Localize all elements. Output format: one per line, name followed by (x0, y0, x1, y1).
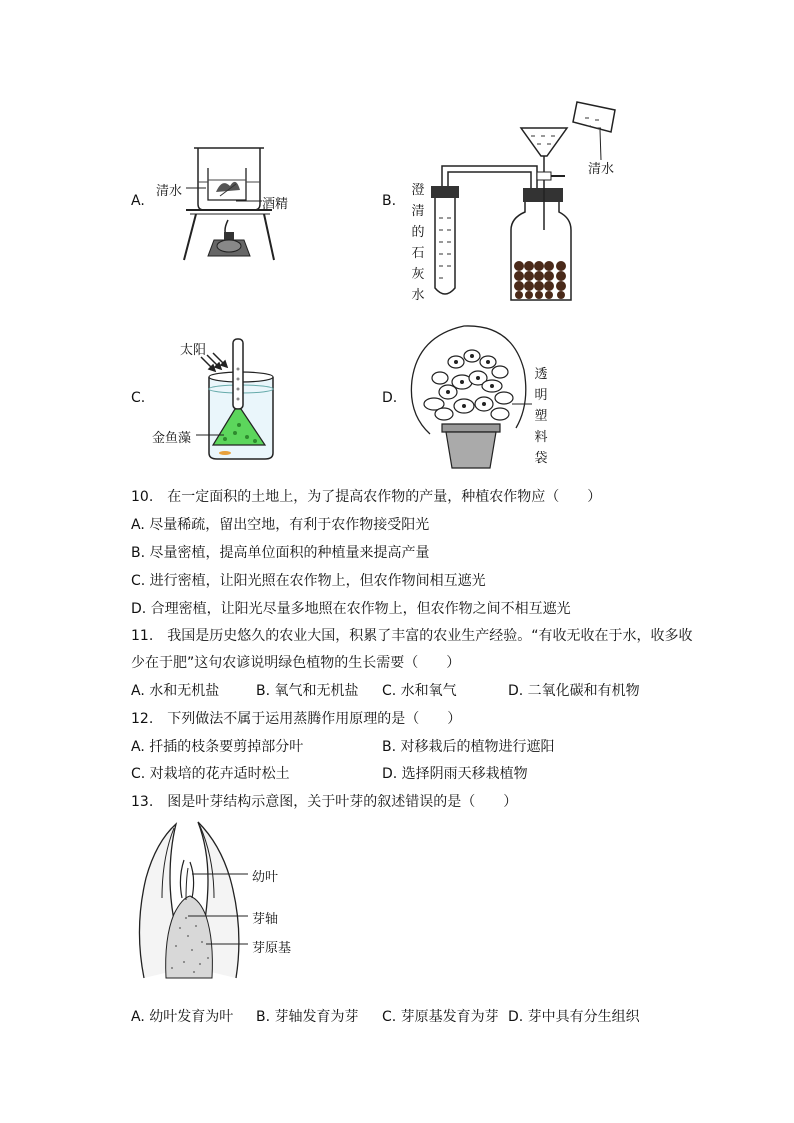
question-12-stem: 12. 下列做法不属于运用蒸腾作用原理的是（ ） (131, 711, 462, 727)
question-12-option-a[interactable]: A. 扦插的枝条要剪掉部分叶 (131, 739, 304, 755)
question-11-stem-line1: 11. 我国是历史悠久的农业大国，积累了丰富的农业生产经验。“有收无收在于水，收多收 (131, 628, 693, 644)
figure-c-plant-label: 金鱼藻 (152, 431, 192, 446)
figure-c-plant-pointer (196, 433, 224, 437)
question-13-option-a[interactable]: A. 幼叶发育为叶 (131, 1009, 234, 1025)
leaf-bud-label-bud-primordium: 芽原基 (252, 941, 292, 956)
question-10-stem: 10. 在一定面积的土地上，为了提高农作物的产量，种植农作物应（ ） (131, 489, 602, 505)
figure-a-water-pointer (186, 186, 206, 190)
figure-d-potted-plant-in-bag (404, 322, 532, 472)
figure-a-letter: A. (131, 193, 145, 209)
figure-leaf-bud-diagram (130, 818, 250, 994)
question-11-option-b[interactable]: B. 氧气和无机盐 (256, 683, 359, 699)
figure-d-letter: D. (382, 390, 398, 406)
question-13-option-d[interactable]: D. 芽中具有分生组织 (508, 1009, 640, 1025)
figure-b-gas-apparatus (425, 100, 625, 305)
question-12-option-b[interactable]: B. 对移栽后的植物进行遮阳 (382, 739, 555, 755)
figure-a-alcohol-pointer (236, 199, 262, 203)
figure-a-water-label: 清水 (156, 184, 183, 199)
question-11-option-d[interactable]: D. 二氧化碳和有机物 (508, 683, 640, 699)
figure-a-alcohol-label: 酒精 (262, 197, 289, 212)
question-10-option-d[interactable]: D. 合理密植，让阳光尽量多地照在农作物上，但农作物之间不相互遮光 (131, 601, 571, 617)
figure-c-letter: C. (131, 390, 146, 406)
figure-c-aquatic-plant-beaker (195, 335, 285, 465)
question-13-option-c[interactable]: C. 芽原基发育为芽 (382, 1009, 499, 1025)
question-11-stem-line2: 少在于肥”这句农谚说明绿色植物的生长需要（ ） (131, 655, 461, 671)
figure-b-letter: B. (382, 193, 397, 209)
figure-b-limewater-label: 澄 清 的 石 灰 水 (411, 183, 425, 303)
question-11-option-c[interactable]: C. 水和氧气 (382, 683, 457, 699)
question-10-option-c[interactable]: C. 进行密植，让阳光照在农作物上，但农作物间相互遮光 (131, 573, 486, 589)
question-10-option-b[interactable]: B. 尽量密植，提高单位面积的种植量来提高产量 (131, 545, 430, 561)
question-13-stem: 13. 图是叶芽结构示意图，关于叶芽的叙述错误的是（ ） (131, 794, 518, 810)
question-12-option-c[interactable]: C. 对栽培的花卉适时松土 (131, 766, 290, 782)
question-13-option-b[interactable]: B. 芽轴发育为芽 (256, 1009, 359, 1025)
figure-b-water-label: 清水 (588, 162, 615, 177)
question-10-option-a[interactable]: A. 尽量稀疏，留出空地，有利于农作物接受阳光 (131, 517, 430, 533)
leaf-bud-label-bud-axis: 芽轴 (252, 912, 279, 927)
question-11-option-a[interactable]: A. 水和无机盐 (131, 683, 220, 699)
figure-c-sun-label: 太阳 (180, 343, 207, 358)
question-12-option-d[interactable]: D. 选择阴雨天移栽植物 (382, 766, 528, 782)
leaf-bud-label-young-leaf: 幼叶 (252, 870, 279, 885)
figure-d-bag-label: 透 明 塑 料 袋 (534, 367, 548, 466)
